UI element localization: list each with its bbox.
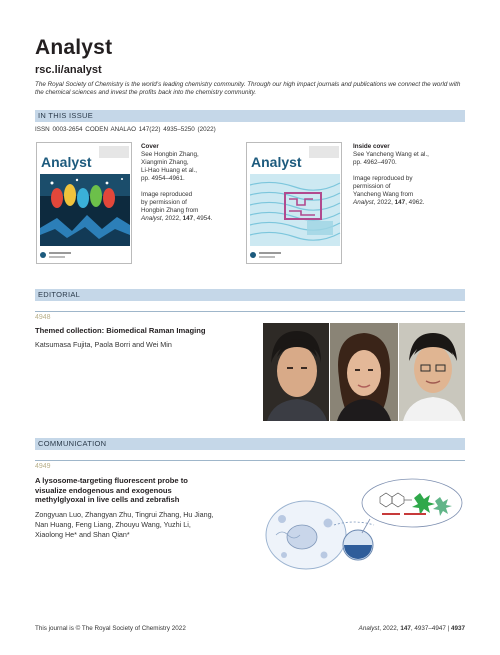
cover-caption-title: Cover [141, 143, 159, 150]
communication-title-line: A lysosome-targeting fluorescent probe to [35, 476, 188, 485]
footer-citation: Analyst, 2022, 147, 4937–4947 | 4937 [358, 625, 465, 632]
communication-author-line: Xiaolong He* and Shan Qian* [35, 529, 130, 539]
inside-cover-logo: Analyst [251, 154, 302, 170]
cover-citation: Analyst, 2022, 147, 4954. [141, 215, 213, 222]
inside-cover-citation: Analyst, 2022, 147, 4962. [353, 199, 425, 206]
issn-line: ISSN 0003-2654 CODEN ANALAO 147(22) 4935–5250 (2022) [35, 126, 216, 133]
communication-title-line: visualize endogenous and exogenous [35, 485, 172, 495]
cover-credit-line: Image reproduced [141, 191, 193, 198]
footer-copyright: This journal is © The Royal Society of Chemistry 2022 [35, 625, 186, 632]
editorial-author-photo [263, 323, 465, 421]
inside-cover-credit-line: Yancheng Wang from [353, 191, 414, 198]
inside-cover-caption-line: See Yancheng Wang et al., [353, 151, 429, 158]
inside-cover-caption-title: Inside cover [353, 143, 390, 150]
cover-caption-line: Xiangmin Zhang, [141, 159, 189, 166]
section-heading-editorial: EDITORIAL [35, 289, 465, 301]
inside-cover-image [246, 142, 342, 264]
cover-caption-line [141, 167, 229, 175]
communication-title[interactable] [35, 476, 188, 505]
cover-authors: Li-Hao Huang et al., [141, 167, 198, 174]
communication-graphical-abstract [262, 475, 465, 575]
journal-description: The Royal Society of Chemistry is the world’s leading chemistry community. Through our high impact journals and publications we connect the world with the chemical sciences and invest the profits back into the chemistry community. [35, 81, 461, 97]
editorial-page-number[interactable]: 4948 [35, 314, 51, 321]
inside-cover-credit-line: Image reproduced by [353, 175, 413, 182]
cover-caption [141, 143, 229, 223]
inside-cover-caption [353, 143, 463, 207]
cover-credit-line: by permission of [141, 199, 187, 206]
communication-page-number[interactable]: 4949 [35, 463, 51, 470]
inside-cover-caption-line[interactable]: pp. 4962–4970. [353, 159, 397, 166]
communication-authors [35, 510, 214, 539]
communication-author-line: Zongyuan Luo, Zhangyan Zhu, Tingrui Zhang, Hu Jiang, [35, 510, 214, 519]
divider [35, 311, 465, 312]
editorial-title[interactable]: Themed collection: Biomedical Raman Imaging [35, 326, 206, 335]
journal-title: Analyst [35, 36, 113, 59]
communication-title-line: methylglyoxal in live cells and zebrafish [35, 495, 180, 505]
divider [35, 460, 465, 461]
cover-caption-line: See Hongbin Zhang, [141, 151, 199, 158]
section-heading-communication: COMMUNICATION [35, 438, 465, 450]
cover-caption-line[interactable]: pp. 4954–4961. [141, 175, 185, 182]
editorial-authors: Katsumasa Fujita, Paola Borri and Wei Min [35, 340, 172, 349]
section-heading-in-this-issue: IN THIS ISSUE [35, 110, 465, 122]
footer-page-number: 4937 [450, 625, 465, 632]
cover-image [36, 142, 132, 264]
journal-url[interactable]: rsc.li/analyst [35, 64, 102, 76]
cover-credit-line: Hongbin Zhang from [141, 207, 199, 214]
communication-author-line: Nan Huang, Feng Liang, Zhouyu Wang, Yuzhi Li, [35, 519, 191, 529]
inside-cover-credit-line: permission of [353, 183, 391, 190]
cover-logo: Analyst [41, 154, 92, 170]
